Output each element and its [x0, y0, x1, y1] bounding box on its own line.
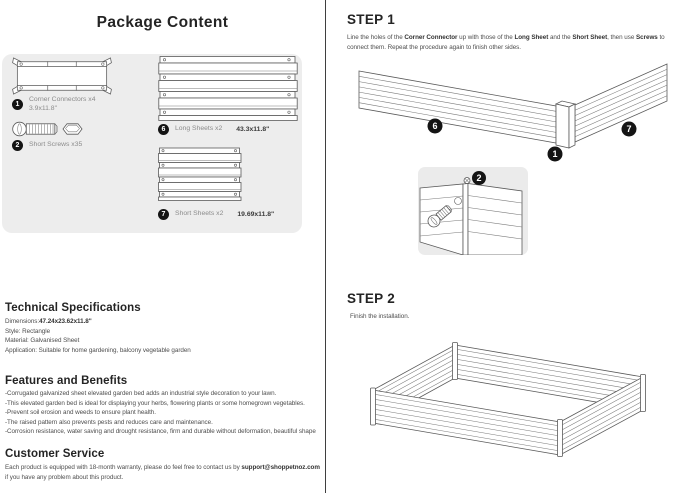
spec-dimensions [5, 317, 191, 327]
item-2-label: Short Screws x35 [29, 141, 83, 149]
svg-text:1: 1 [552, 149, 558, 160]
step1-seg: Line the holes of the [347, 34, 405, 41]
badge-long-sheet [428, 119, 443, 134]
step1-heading: STEP 1 [347, 12, 396, 27]
features-lines [5, 389, 316, 437]
package-item-corner-connectors [12, 96, 96, 113]
spec-dimensions-value: 47.24x23.62x11.8" [39, 318, 92, 325]
step1-bold-short-sheet: Short Sheet [572, 34, 608, 41]
customer-service-text [5, 463, 323, 482]
tech-specs-heading: Technical Specifications [5, 302, 141, 314]
step2-assembled-bed-drawing [362, 338, 662, 476]
feature-line: -Prevent soil erosion and weeds to ensure plant health. [5, 409, 156, 417]
item-2-number-badge: 2 [12, 140, 23, 151]
spec-style: Style: Rectangle [5, 327, 51, 335]
page-divider [325, 0, 326, 493]
svg-text:7: 7 [626, 124, 632, 135]
corner-post [371, 388, 376, 425]
badge-short-sheet [622, 122, 637, 137]
item-1-dims: 3.9x11.8" [29, 104, 57, 112]
badge-corner-connector [548, 147, 563, 162]
tech-specs-lines [5, 317, 191, 355]
step1-bold-screws: Screws [635, 34, 658, 41]
screw-and-cap-drawing [12, 118, 84, 140]
corner-post [453, 343, 458, 380]
item-7-label: Short Sheets x2 [175, 210, 224, 218]
svg-text:2: 2 [476, 173, 482, 184]
service-text-after: if you have any problem about this product. [5, 473, 124, 481]
spec-application: Application: Suitable for home gardening, balcony vegetable garden [5, 346, 191, 354]
spec-dimensions-label: Dimensions: [5, 318, 40, 325]
item-7-number-badge: 7 [158, 209, 169, 220]
feature-line: -The raised pattern also prevents pests and reduces care and maintenance. [5, 418, 213, 426]
step2-heading: STEP 2 [347, 291, 396, 306]
features-heading: Features and Benefits [5, 375, 128, 387]
step1-bold-corner-connector: Corner Connector [404, 34, 458, 41]
package-content-title: Package Content [96, 14, 229, 31]
service-email: support@shoppetnoz.com [241, 464, 320, 471]
item-6-number-badge: 6 [158, 124, 169, 135]
installed-screw-glyph [464, 178, 470, 184]
short-sheets-drawing [158, 147, 242, 201]
corner-post [641, 375, 646, 412]
step1-instructions [347, 33, 677, 52]
screw-detail-inset-drawing [418, 167, 528, 255]
item-1-label: Corner Connectors x4 [29, 96, 96, 103]
feature-line: -Corrugated galvanized sheet elevated garden bed adds an industrial style decoration to your lawn. [5, 390, 277, 397]
long-sheets-drawing [158, 55, 298, 121]
step1-seg: , then use [607, 34, 636, 41]
step2-instructions: Finish the installation. [350, 313, 410, 320]
screw-hole [455, 198, 462, 205]
package-item-short-screws [12, 140, 82, 151]
customer-service-heading: Customer Service [5, 448, 105, 460]
package-item-short-sheets [158, 209, 274, 220]
corner-connector-drawing [12, 57, 112, 95]
step1-seg: up with those of the [457, 34, 515, 41]
feature-line: -This elevated garden bed is ideal for displaying your herbs, flowering plants or some homegrown vegetables. [5, 399, 305, 407]
service-text-before: Each product is equipped with 18-month warranty, please do feel free to contact us by [5, 464, 242, 471]
item-6-dims: 43.3x11.8" [236, 126, 270, 133]
item-6-label: Long Sheets x2 [175, 125, 223, 133]
step1-bold-long-sheet: Long Sheet [514, 34, 549, 41]
step1-seg: to connect them. Repeat the procedure again to finish other sides. [347, 34, 665, 51]
spec-material: Material: Galvanised Sheet [5, 337, 80, 345]
feature-line: -Corrosion resistance, water saving and drought resistance, firm and durable without deformation, beautiful shape [5, 428, 316, 436]
badge-screw [472, 171, 486, 185]
step1-assembly-drawing [353, 60, 675, 166]
package-item-long-sheets [158, 124, 269, 135]
item-1-number-badge: 1 [12, 99, 23, 110]
item-7-dims: 19.69x11.8" [237, 211, 275, 218]
svg-text:6: 6 [432, 121, 438, 132]
corner-post [558, 420, 563, 457]
step1-seg: and the [548, 34, 573, 41]
